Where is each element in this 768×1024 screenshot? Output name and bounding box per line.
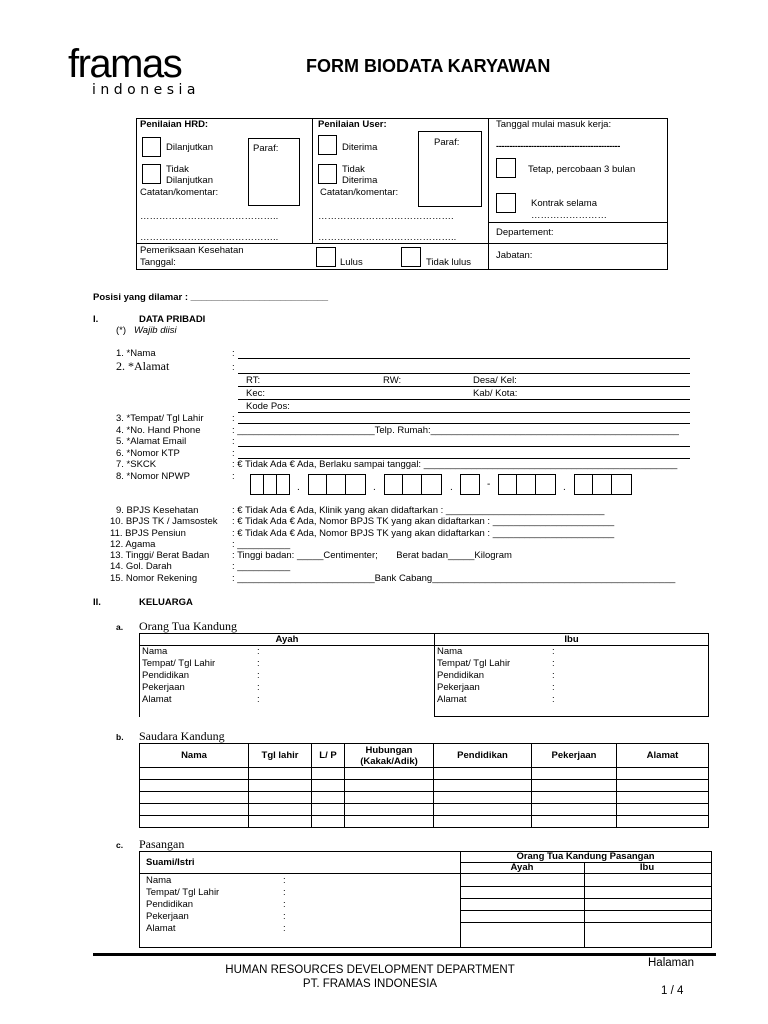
- user-not-accepted-checkbox[interactable]: [318, 164, 337, 184]
- page-number: 1 / 4: [661, 985, 684, 997]
- position-label: Jabatan:: [496, 250, 533, 261]
- department-label: Departement:: [496, 227, 554, 238]
- npwp-separator: .: [450, 482, 453, 493]
- address-input-line[interactable]: [238, 373, 690, 374]
- field-label-account: 15. Nomor Rekening: [110, 573, 198, 584]
- field-value-name: :: [232, 348, 235, 359]
- siblings-col-header: Tgl lahir: [249, 744, 312, 768]
- section2-number: II.: [93, 597, 101, 608]
- in-law-header: Orang Tua Kandung Pasangan: [516, 851, 655, 862]
- field-label-height-weight: 13. Tinggi/ Berat Badan: [110, 550, 210, 561]
- hrd-notes-line-1: ……………………………………..: [140, 211, 279, 222]
- father-row: Nama :: [142, 646, 260, 657]
- siblings-col-header: L/ P: [312, 744, 345, 768]
- contract-label: Kontrak selama: [531, 198, 598, 209]
- hrd-paraf-label: Paraf:: [253, 143, 279, 154]
- siblings-table: [139, 743, 709, 828]
- contract-checkbox[interactable]: [496, 193, 516, 213]
- start-date-label: Tanggal mulai masuk kerja:: [496, 119, 612, 130]
- fail-checkbox[interactable]: [401, 247, 421, 267]
- table-row[interactable]: [140, 804, 709, 816]
- field-label-religion: 12. Agama: [110, 539, 156, 550]
- parents-cell[interactable]: [140, 646, 435, 717]
- in-law-mother-header: Ibu: [639, 862, 655, 873]
- user-not-accepted-label: Tidak Diterima: [342, 164, 378, 186]
- hrd-continue-checkbox[interactable]: [142, 137, 161, 157]
- parents-title: Orang Tua Kandung: [139, 619, 237, 633]
- mother-header: Ibu: [435, 634, 709, 646]
- section1-title: DATA PRIBADI: [139, 314, 206, 325]
- npwp-separator: .: [297, 482, 300, 493]
- field-label-bpjs-kes: 9. BPJS Kesehatan: [116, 505, 199, 516]
- field-label-phone: 4. *No. Hand Phone: [116, 425, 201, 436]
- fail-label: Tidak lulus: [426, 257, 472, 268]
- footer-company: PT. FRAMAS INDONESIA: [302, 978, 438, 990]
- parents-cell[interactable]: [435, 646, 709, 717]
- field-label-address: 2. *Alamat: [116, 359, 170, 373]
- field-value-religion[interactable]: : __________: [232, 539, 291, 550]
- mother-row: Pendidikan :: [437, 670, 555, 681]
- siblings-title: Saudara Kandung: [139, 729, 225, 743]
- section1-number: I.: [93, 314, 99, 325]
- user-notes-label: Catatan/komentar:: [320, 187, 399, 198]
- field-label-birth: 3. *Tempat/ Tgl Lahir: [116, 413, 204, 424]
- hrd-not-continue-checkbox[interactable]: [142, 164, 161, 184]
- page-label: Halaman: [648, 957, 695, 969]
- field-label-blood: 14. Gol. Darah: [110, 561, 172, 572]
- field-value-bpjs-pensiun[interactable]: : € Tidak Ada € Ada, Nomor BPJS TK yang akan didaftarkan : _______________________: [232, 528, 615, 539]
- desa-label: Desa/ Kel:: [473, 375, 517, 386]
- footer-divider: [93, 953, 716, 956]
- siblings-col-header: Pekerjaan: [532, 744, 617, 768]
- field-value-ktp: :: [232, 448, 235, 459]
- health-date-label: Tanggal:: [140, 257, 176, 268]
- mother-row: Tempat/ Tgl Lahir :: [437, 658, 555, 669]
- rw-label: RW:: [383, 375, 402, 386]
- field-value-skck[interactable]: : € Tidak Ada € Ada, Berlaku sampai tanggal: ________________________________________________: [232, 459, 678, 470]
- field-label-bpjs-tk: 10. BPJS TK / Jamsostek: [110, 516, 218, 527]
- user-notes-line-2: ……………………………………..: [318, 232, 457, 243]
- spouse-fields[interactable]: Nama : Tempat/ Tgl Lahir : Pendidikan : Pekerjaan : Alamat :: [146, 875, 286, 934]
- field-label-npwp: 8. *Nomor NPWP: [116, 471, 190, 482]
- father-row: Tempat/ Tgl Lahir :: [142, 658, 260, 669]
- mother-row: Alamat :: [437, 694, 555, 705]
- hrd-title: Penilaian HRD:: [140, 119, 209, 130]
- siblings-letter: b.: [116, 732, 124, 742]
- probation-label: Tetap, percobaan 3 bulan: [528, 164, 636, 175]
- field-value-account[interactable]: : __________________________Bank Cabang______________________________________________: [232, 573, 676, 584]
- spouse-title: Pasangan: [139, 837, 185, 851]
- siblings-col-header: Pendidikan: [434, 744, 532, 768]
- mother-row: Pekerjaan :: [437, 682, 555, 693]
- page-title: FORM BIODATA KARYAWAN: [306, 56, 551, 76]
- siblings-col-header: Alamat: [617, 744, 709, 768]
- field-label-bpjs-pensiun: 11. BPJS Pensiun: [110, 528, 186, 539]
- field-value-phone[interactable]: : __________________________Telp. Rumah:_______________________________________________: [232, 425, 679, 436]
- field-value-height-weight[interactable]: : Tinggi badan: _____Centimenter; Berat badan_____Kilogram: [232, 550, 512, 561]
- siblings-col-header: Hubungan (Kakak/Adik): [345, 744, 434, 768]
- table-row[interactable]: [140, 780, 709, 792]
- parents-letter: a.: [116, 622, 124, 632]
- npwp-separator: .: [563, 482, 566, 493]
- field-value-email: :: [232, 436, 235, 447]
- table-row[interactable]: [140, 816, 709, 828]
- user-accepted-label: Diterima: [342, 142, 378, 153]
- spouse-letter: c.: [116, 840, 124, 850]
- footer-dept: HUMAN RESOURCES DEVELOPMENT DEPARTMENT: [225, 964, 515, 976]
- field-label-email: 5. *Alamat Email: [116, 436, 187, 447]
- hrd-not-continue-label: Tidak Dilanjutkan: [166, 164, 213, 186]
- field-value-birth: :: [232, 413, 235, 424]
- hrd-notes-line-2: ……………………………………..: [140, 232, 279, 243]
- field-label-skck: 7. *SKCK: [116, 459, 157, 470]
- table-row[interactable]: [140, 768, 709, 780]
- siblings-col-header: Nama: [140, 744, 249, 768]
- probation-checkbox[interactable]: [496, 158, 516, 178]
- father-header: Ayah: [140, 634, 435, 646]
- hrd-continue-label: Dilanjutkan: [166, 142, 213, 153]
- required-marker: (*): [116, 325, 127, 336]
- father-row: Pendidikan :: [142, 670, 260, 681]
- mother-row: Nama :: [437, 646, 555, 657]
- pass-checkbox[interactable]: [316, 247, 336, 267]
- health-check-label: Pemeriksaan Kesehatan: [140, 245, 244, 256]
- field-value-npwp: :: [232, 471, 235, 482]
- in-law-father-header: Ayah: [510, 862, 534, 873]
- spouse-header: Suami/Istri: [146, 857, 195, 868]
- kodepos-label: Kode Pos:: [246, 401, 290, 412]
- user-title: Penilaian User:: [318, 119, 387, 130]
- rt-label: RT:: [246, 375, 261, 386]
- field-value-bpjs-kes[interactable]: : € Tidak Ada € Ada, Klinik yang akan didaftarkan : ______________________________: [232, 505, 605, 516]
- kab-label: Kab/ Kota:: [473, 388, 518, 399]
- father-row: Alamat :: [142, 694, 260, 705]
- field-label-name: 1. *Nama: [116, 348, 156, 359]
- contract-duration-line: ……………………: [531, 210, 607, 221]
- company-logo: [68, 44, 198, 100]
- field-value-blood[interactable]: : __________: [232, 561, 291, 572]
- kec-label: Kec:: [246, 388, 266, 399]
- field-label-ktp: 6. *Nomor KTP: [116, 448, 180, 459]
- start-date-line: ----------------------------------------------: [496, 141, 621, 151]
- user-notes-line-1: …………………………………….: [318, 211, 454, 222]
- required-note: Wajib diisi: [134, 325, 177, 336]
- npwp-separator: -: [487, 479, 491, 490]
- parents-table: [139, 633, 709, 717]
- user-paraf-label: Paraf:: [434, 137, 460, 148]
- npwp-separator: .: [373, 482, 376, 493]
- position-applied[interactable]: Posisi yang dilamar : __________________________: [93, 292, 329, 303]
- table-row[interactable]: [140, 792, 709, 804]
- field-value-bpjs-tk[interactable]: : € Tidak Ada € Ada, Nomor BPJS TK yang akan didaftarkan : _______________________: [232, 516, 615, 527]
- logo-text: framas: [68, 42, 182, 86]
- hrd-notes-label: Catatan/komentar:: [140, 187, 219, 198]
- pass-label: Lulus: [340, 257, 363, 268]
- name-input-line[interactable]: [238, 358, 690, 359]
- logo-subtext: indonesia: [92, 82, 200, 98]
- field-value-address: :: [232, 362, 235, 373]
- father-row: Pekerjaan :: [142, 682, 260, 693]
- section2-title: KELUARGA: [139, 597, 193, 608]
- user-accepted-checkbox[interactable]: [318, 135, 337, 155]
